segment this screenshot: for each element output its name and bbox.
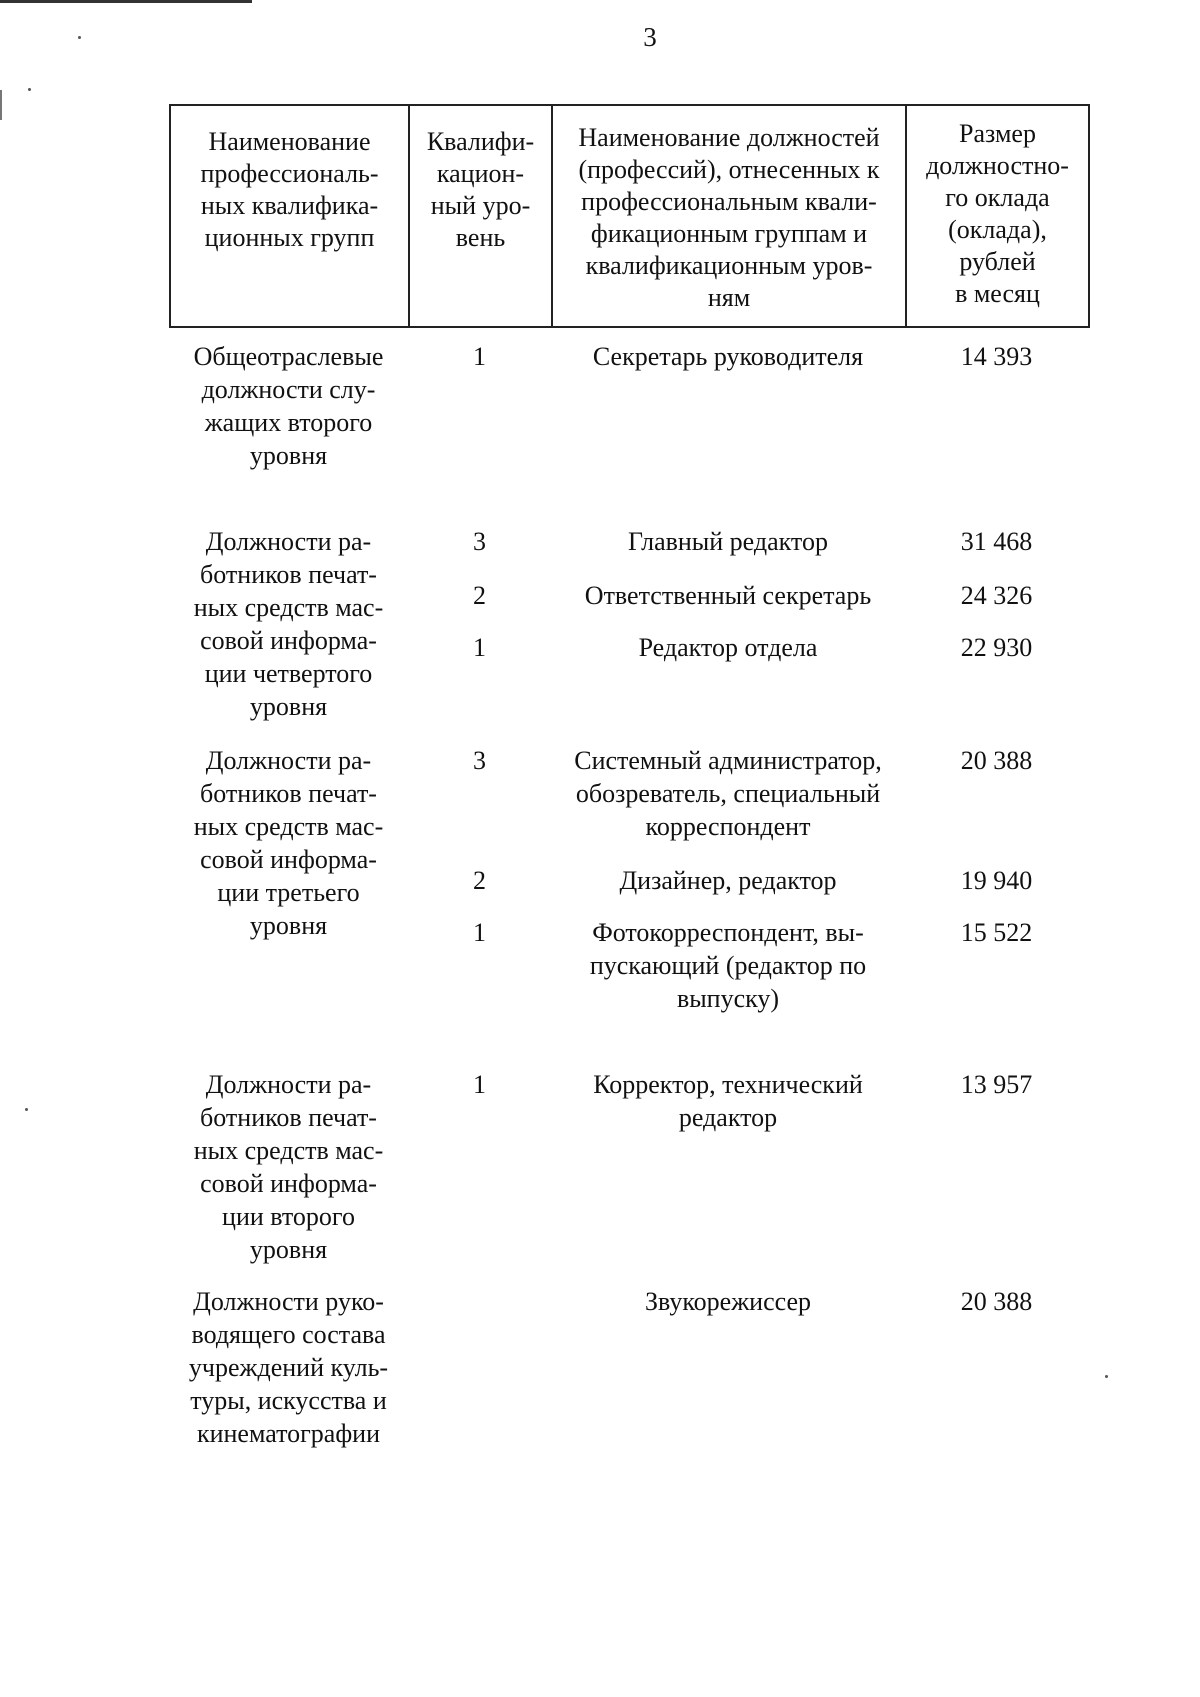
group-name: Общеотраслевые должности слу- жащих второго уровня	[193, 342, 384, 470]
position-title: Звукорежиссер	[644, 1287, 812, 1316]
table-header	[169, 104, 1090, 328]
qualification-level: 1	[473, 342, 486, 371]
position-title: Секретарь руководителя	[592, 342, 864, 371]
salary-value: 13 957	[960, 1070, 1033, 1099]
header-salary: Размер должностно- го оклада (оклада), рублей в месяц	[926, 119, 1069, 308]
top-border-line	[0, 0, 252, 3]
qualification-level: 3	[473, 527, 486, 556]
group-name: Должности ра- ботников печат- ных средств мас- совой информа- ции второго уровня	[193, 1070, 384, 1264]
salary-value: 19 940	[960, 866, 1033, 895]
position-title: Главный редактор	[628, 527, 828, 556]
position-title: Корректор, технический редактор	[593, 1070, 863, 1132]
header-group-name: Наименование профессиональ- ных квалифика- ционных групп	[171, 106, 410, 326]
qualification-level: 1	[473, 918, 486, 947]
position-title: Фотокорреспондент, вы- пускающий (редактор по выпуску)	[589, 918, 867, 1013]
group-name: Должности ра- ботников печат- ных средств мас- совой информа- ции третьего уровня	[193, 746, 384, 940]
salary-value: 14 393	[960, 342, 1033, 371]
salary-value: 15 522	[960, 918, 1033, 947]
position-title: Дизайнер, редактор	[619, 866, 837, 895]
position-title: Редактор отдела	[638, 633, 818, 662]
salary-value: 20 388	[960, 1287, 1033, 1316]
group-name: Должности ра- ботников печат- ных средств мас- совой информа- ции четвертого уровня	[193, 527, 384, 721]
header-qualification-level: Квалифи- кацион- ный уро- вень	[410, 106, 553, 326]
scan-speck	[25, 1108, 28, 1111]
header-position-names: Наименование должностей (профессий), отнесенных к профессиональным квали- фикационным группам и квалификационным уров- ням	[553, 106, 907, 326]
qualification-level: 2	[473, 581, 486, 610]
page-number: 3	[643, 22, 657, 52]
scan-speck	[28, 88, 31, 91]
qualification-level: 3	[473, 746, 486, 775]
qualification-level: 1	[473, 633, 486, 662]
salary-value: 20 388	[960, 746, 1033, 775]
salary-value: 24 326	[960, 581, 1033, 610]
salary-value: 22 930	[960, 633, 1033, 662]
position-title: Ответственный секретарь	[584, 581, 872, 610]
group-name: Должности руко- водящего состава учреждений куль- туры, искусства и кинематографии	[188, 1287, 389, 1448]
left-margin-mark	[0, 90, 2, 120]
qualification-level: 2	[473, 866, 486, 895]
position-title: Системный администратор, обозреватель, специальный корреспондент	[574, 746, 882, 841]
salary-value: 31 468	[960, 527, 1033, 556]
qualification-level: 1	[473, 1070, 486, 1099]
scan-speck	[1105, 1375, 1108, 1378]
